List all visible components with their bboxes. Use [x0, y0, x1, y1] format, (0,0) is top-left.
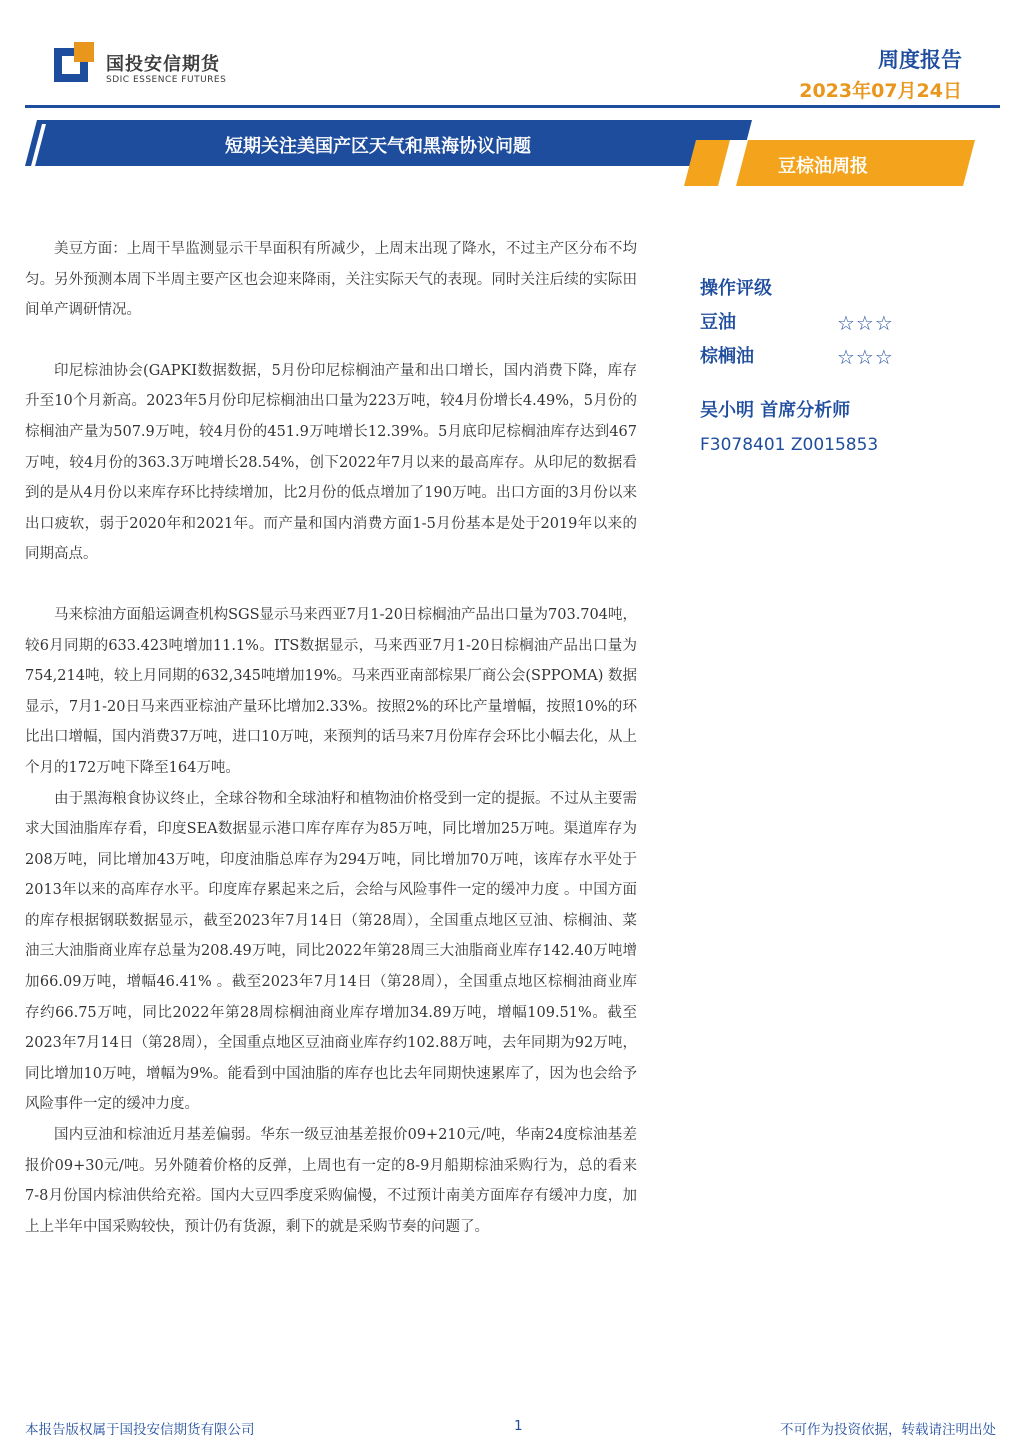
- report-category-tag: 豆棕油周报: [778, 156, 868, 177]
- rating-title: 操作评级: [700, 278, 772, 299]
- report-title: 短期关注美国产区天气和黑海协议问题: [225, 136, 531, 157]
- page-number: 1: [514, 1418, 523, 1434]
- star-rating-icon: ☆☆☆: [837, 311, 894, 335]
- logo-mark-icon: [54, 42, 94, 82]
- star-rating-icon: ☆☆☆: [837, 345, 894, 369]
- rating-name: 棕榈油: [700, 346, 754, 367]
- analyst-name: 吴小明 首席分析师: [700, 400, 851, 421]
- footer-copyright: 本报告版权属于国投安信期货有限公司: [25, 1422, 255, 1438]
- company-name-en: SDIC ESSENCE FUTURES: [106, 75, 227, 85]
- paragraph-palm-malaysia: 马来棕油方面船运调查机构SGS显示马来西亚7月1-20日棕榈油产品出口量为703.704吨，较6月同期的633.423吨增加11.1%。ITS数据显示，马来西亚7月1-20日棕榈油产品出口量为754,214吨，较上月同期的632,345吨增加19%。马来西亚南部棕果厂商公会(SPPOMA) 数据显示，7月1-20日马来西亚棕油产量环比增加2.33%。按照2%的环比产量增幅，按照10%的环比出口增幅，国内消费37万吨，进口10万吨，来预判的话马来7月份库存会环比小幅去化，从上个月的172万吨下降至164万吨。: [25, 606, 637, 776]
- paragraph-soybean-us: 美豆方面：上周干旱监测显示干旱面积有所减少，上周末出现了降水，不过主产区分布不均匀。另外预测本周下半周主要产区也会迎来降雨，关注实际天气的表现。同时关注后续的实际田间单产调研情况。: [25, 241, 637, 319]
- report-date: 2023年07月24日: [799, 80, 962, 102]
- paragraph-palm-indonesia: 印尼棕油协会(GAPKI数据数据，5月份印尼棕榈油产量和出口增长，国内消费下降，库存升至10个月新高。2023年5月份印尼棕榈油出口量为223万吨，较4月份增长4.49%，5月份的棕榈油产量为507.9万吨，较4月份的451.9万吨增长12.39%。5月底印尼棕榈油库存达到467万吨，较4月份的363.3万吨增长28.54%，创下2022年7月以来的最高库存。从印尼的数据看到的是从4月份以来库存环比持续增加，比2月份的低点增加了190万吨。出口方面的3月份以来出口疲软，弱于2020年和2021年。而产量和国内消费方面1-5月份基本是处于2019年以来的同期高点。: [25, 362, 637, 563]
- paragraph-black-sea-stocks: 由于黑海粮食协议终止，全球谷物和全球油籽和植物油价格受到一定的提振。不过从主要需求大国油脂库存看，印度SEA数据显示港口库存库存为85万吨，同比增加25万吨。渠道库存为208万吨，同比增加43万吨，印度油脂总库存为294万吨，同比增加70万吨，该库存水平处于2013年以来的高库存水平。印度库存累起来之后，会给与风险事件一定的缓冲力度 。中国方面的库存根据钢联数据显示，截至2023年7月14日（第28周），全国重点地区豆油、棕榈油、菜油三大油脂商业库存总量为208.49万吨，同比2022年第28周三大油脂商业库存142.40万吨增加66.09万吨，增幅46.41% 。截至2023年7月14日（第28周），全国重点地区棕榈油商业库存约66.75万吨，同比2022年第28周棕榈油商业库存增加34.89万吨，增幅109.51%。截至2023年7月14日（第28周），全国重点地区豆油商业库存约102.88万吨，去年同期为92万吨，同比增加10万吨，增幅为9%。能看到中国油脂的库存也比去年同期快速累库了，因为也会给予风险事件一定的缓冲力度。: [25, 790, 637, 1113]
- header-divider: [25, 105, 1000, 108]
- rating-row-palm-oil: [700, 342, 960, 376]
- footer-disclaimer: 不可作为投资依据，转载请注明出处: [780, 1422, 996, 1438]
- sidebar: [700, 274, 960, 460]
- paragraph-domestic-basis: 国内豆油和棕油近月基差偏弱。华东一级豆油基差报价09+210元/吨，华南24度棕油基差报价09+30元/吨。另外随着价格的反弹，上周也有一定的8-9月船期棕油采购行为，总的看来7-8月份国内棕油供给充裕。国内大豆四季度采购偏慢，不过预计南美方面库存有缓冲力度，加上上半年中国采购较快，预计仍有货源，剩下的就是采购节奏的问题了。: [25, 1127, 637, 1235]
- rating-name: 豆油: [700, 312, 736, 333]
- report-body: [25, 234, 637, 1242]
- company-logo: [54, 42, 244, 88]
- rating-row-soybean-oil: [700, 308, 960, 342]
- analyst-license: F3078401 Z0015853: [700, 435, 879, 455]
- report-type: 周度报告: [878, 48, 962, 72]
- company-name-cn: 国投安信期货: [106, 54, 220, 75]
